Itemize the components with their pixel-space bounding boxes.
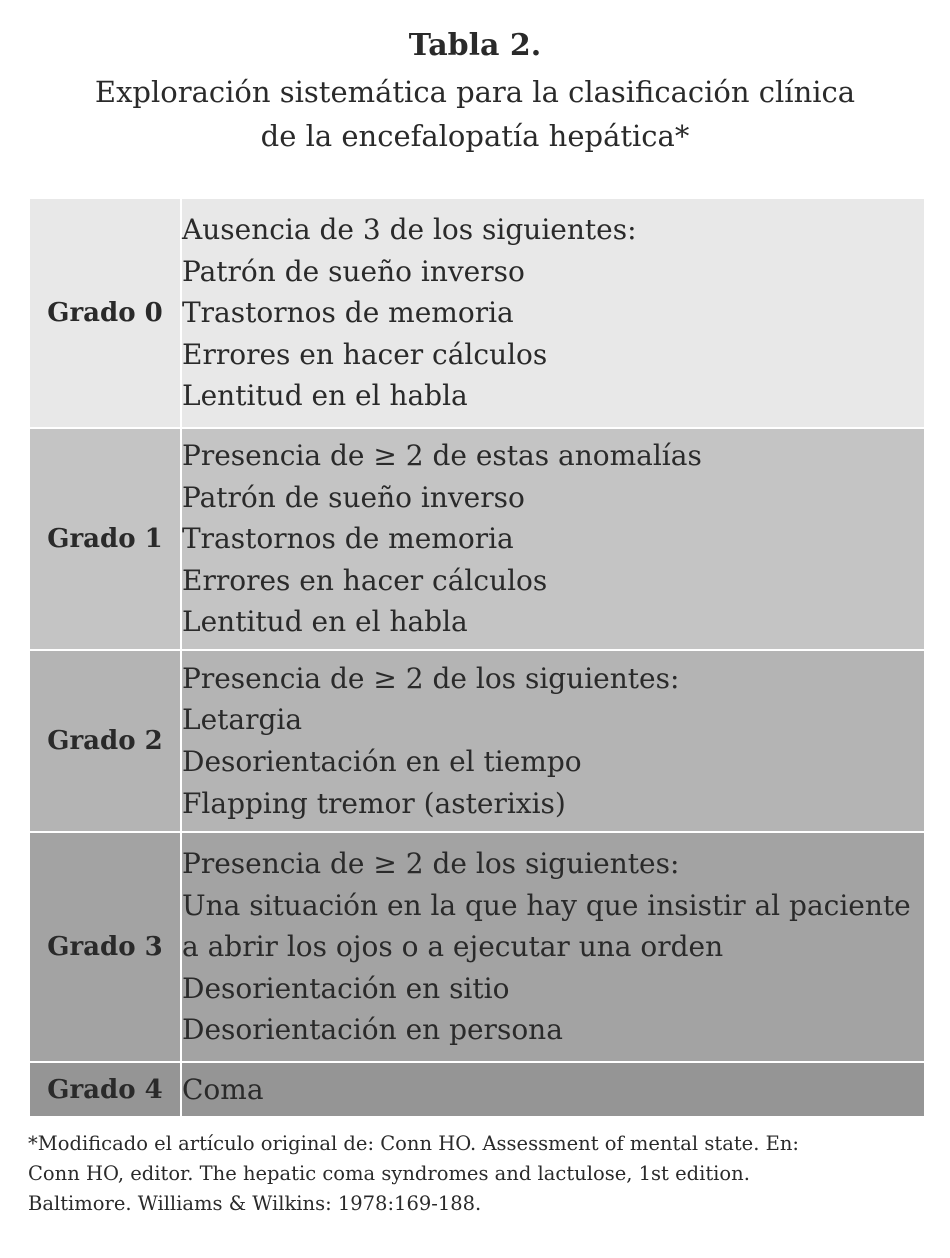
grade-label: Grado 2 [29,650,181,832]
description-line: Lentitud en el habla [182,379,468,413]
table-row [29,428,925,650]
description-line: Patrón de sueño inverso [182,254,525,288]
grade-description [181,650,925,832]
footnote-line: *Modificado el artículo original de: Conn HO. Assessment of mental state. En: [28,1132,799,1155]
grade-description [181,198,925,428]
footnote-line: Baltimore. Williams & Wilkins: 1978:169-188. [28,1192,482,1215]
grade-label: Grado 0 [29,198,181,428]
description-line: Desorientación en sitio [182,971,510,1005]
description-line: Lentitud en el habla [182,605,468,639]
description-line: Presencia de ≥ 2 de estas anomalías [182,439,702,473]
grades-table [28,197,926,1118]
description-line: Flapping tremor (asterixis) [182,786,566,820]
description-line: Errores en hacer cálculos [182,337,548,371]
subtitle-line: de la encefalopatía hepática* [260,119,690,153]
description-line: Desorientación en el tiempo [182,745,582,778]
grade-description [181,428,925,650]
description-line: Letargia [182,703,303,737]
grade-label: Grado 1 [29,428,181,650]
table-subtitle [0,70,950,158]
description-line: a abrir los ojos o a ejecutar una orden [182,930,724,964]
footnote [28,1129,928,1219]
table-row [29,832,925,1062]
grade-label: Grado 3 [29,832,181,1062]
grade-label: Grado 4 [29,1062,181,1117]
description-line: Ausencia de 3 de los siguientes: [182,213,637,247]
description-line: Trastornos de memoria [182,296,514,330]
table-row [29,650,925,832]
description-line: Coma [182,1072,264,1106]
table-title: Tabla 2. [408,28,542,63]
table-row [29,198,925,428]
description-line: Trastornos de memoria [182,522,514,556]
table-row [29,1062,925,1117]
description-line: Presencia de ≥ 2 de los siguientes: [182,847,680,881]
description-line: Errores en hacer cálculos [182,563,548,597]
description-line: Patrón de sueño inverso [182,480,525,514]
description-line: Presencia de ≥ 2 de los siguientes: [182,661,680,695]
grade-description [181,1062,925,1117]
subtitle-line: Exploración sistemática para la clasificación clínica [94,75,856,109]
description-line: Desorientación en persona [182,1013,563,1047]
grade-description [181,832,925,1062]
description-line: Una situación en la que hay que insistir al paciente [182,888,911,922]
footnote-line: Conn HO, editor. The hepatic coma syndromes and lactulose, 1st edition. [28,1162,750,1185]
